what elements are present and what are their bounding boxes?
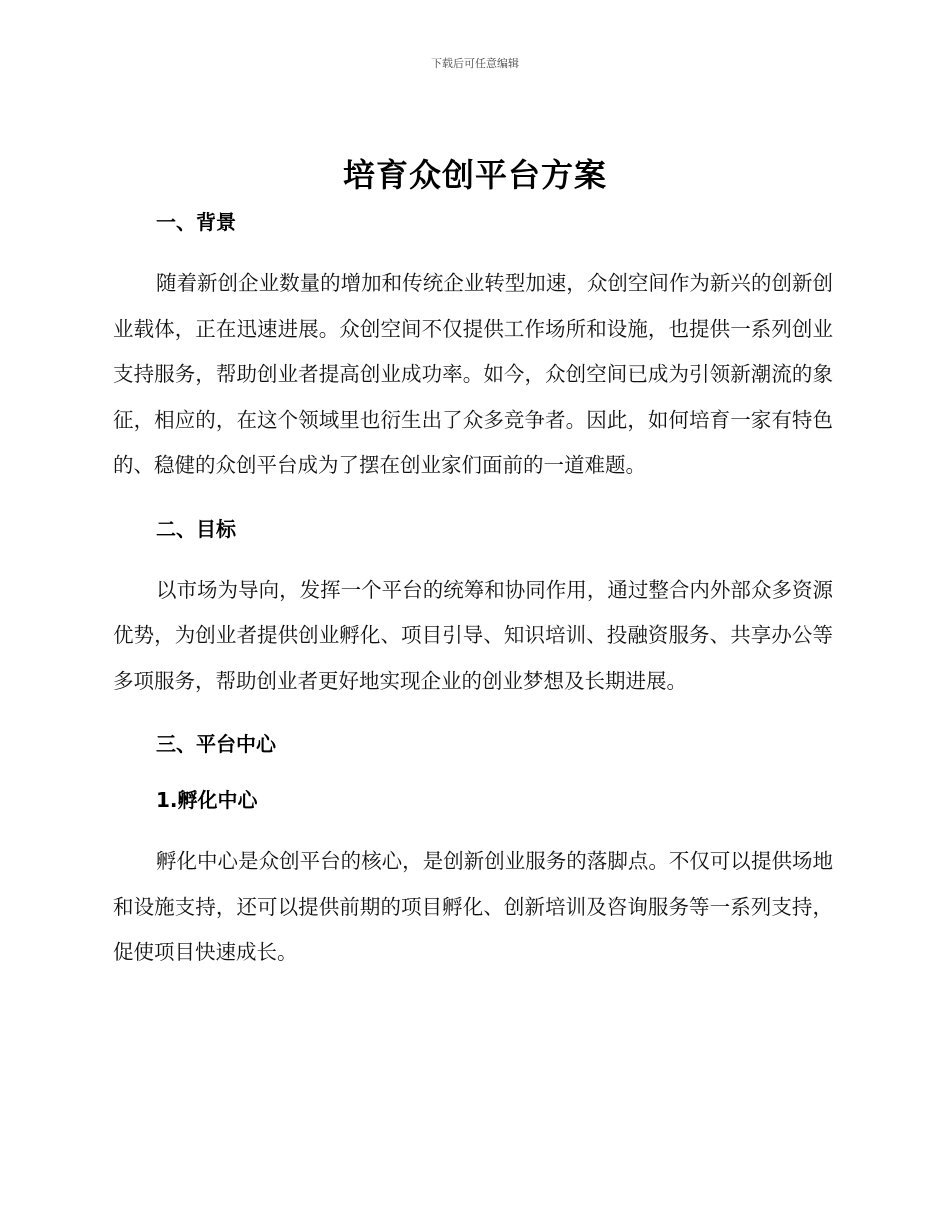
paragraph-goal: 以市场为导向，发挥一个平台的统筹和协同作用，通过整合内外部众多资源优势，为创业者提供创业孵化、项目引导、知识培训、投融资服务、共享办公等多项服务，帮助创业者更好地实现企业的创业梦想及长期进展。 — [113, 577, 833, 693]
section-heading-goal: 二、目标 — [156, 516, 236, 541]
section-heading-center: 三、平台中心 — [156, 732, 276, 756]
paragraph-incubation-center: 孵化中心是众创平台的核心，是创新创业服务的落脚点。不仅可以提供场地和设施支持，还可以提供前期的项目孵化、创新培训及咨询服务等一系列支持，促使项目快速成长。 — [113, 849, 833, 964]
page-header-note: 下载后可任意编辑 — [431, 57, 519, 70]
subheading-incubation-center: 1.孵化中心 — [156, 788, 258, 812]
paragraph-background: 随着新创企业数量的增加和传统企业转型加速，众创空间作为新兴的创新创业载体，正在迅速进展。众创空间不仅提供工作场所和设施，也提供一系列创业支持服务，帮助创业者提高创业成功率。如今，众创空间已成为引领新潮流的象征，相应的，在这个领域里也衍生出了众多竞争者。因此，如何培育一家有特色的、稳健的众创平台成为了摆在创业家们面前的一道难题。 — [113, 271, 833, 477]
document-title: 培育众创平台方案 — [342, 156, 607, 194]
section-heading-background: 一、背景 — [156, 210, 236, 234]
document-body — [113, 207, 833, 976]
